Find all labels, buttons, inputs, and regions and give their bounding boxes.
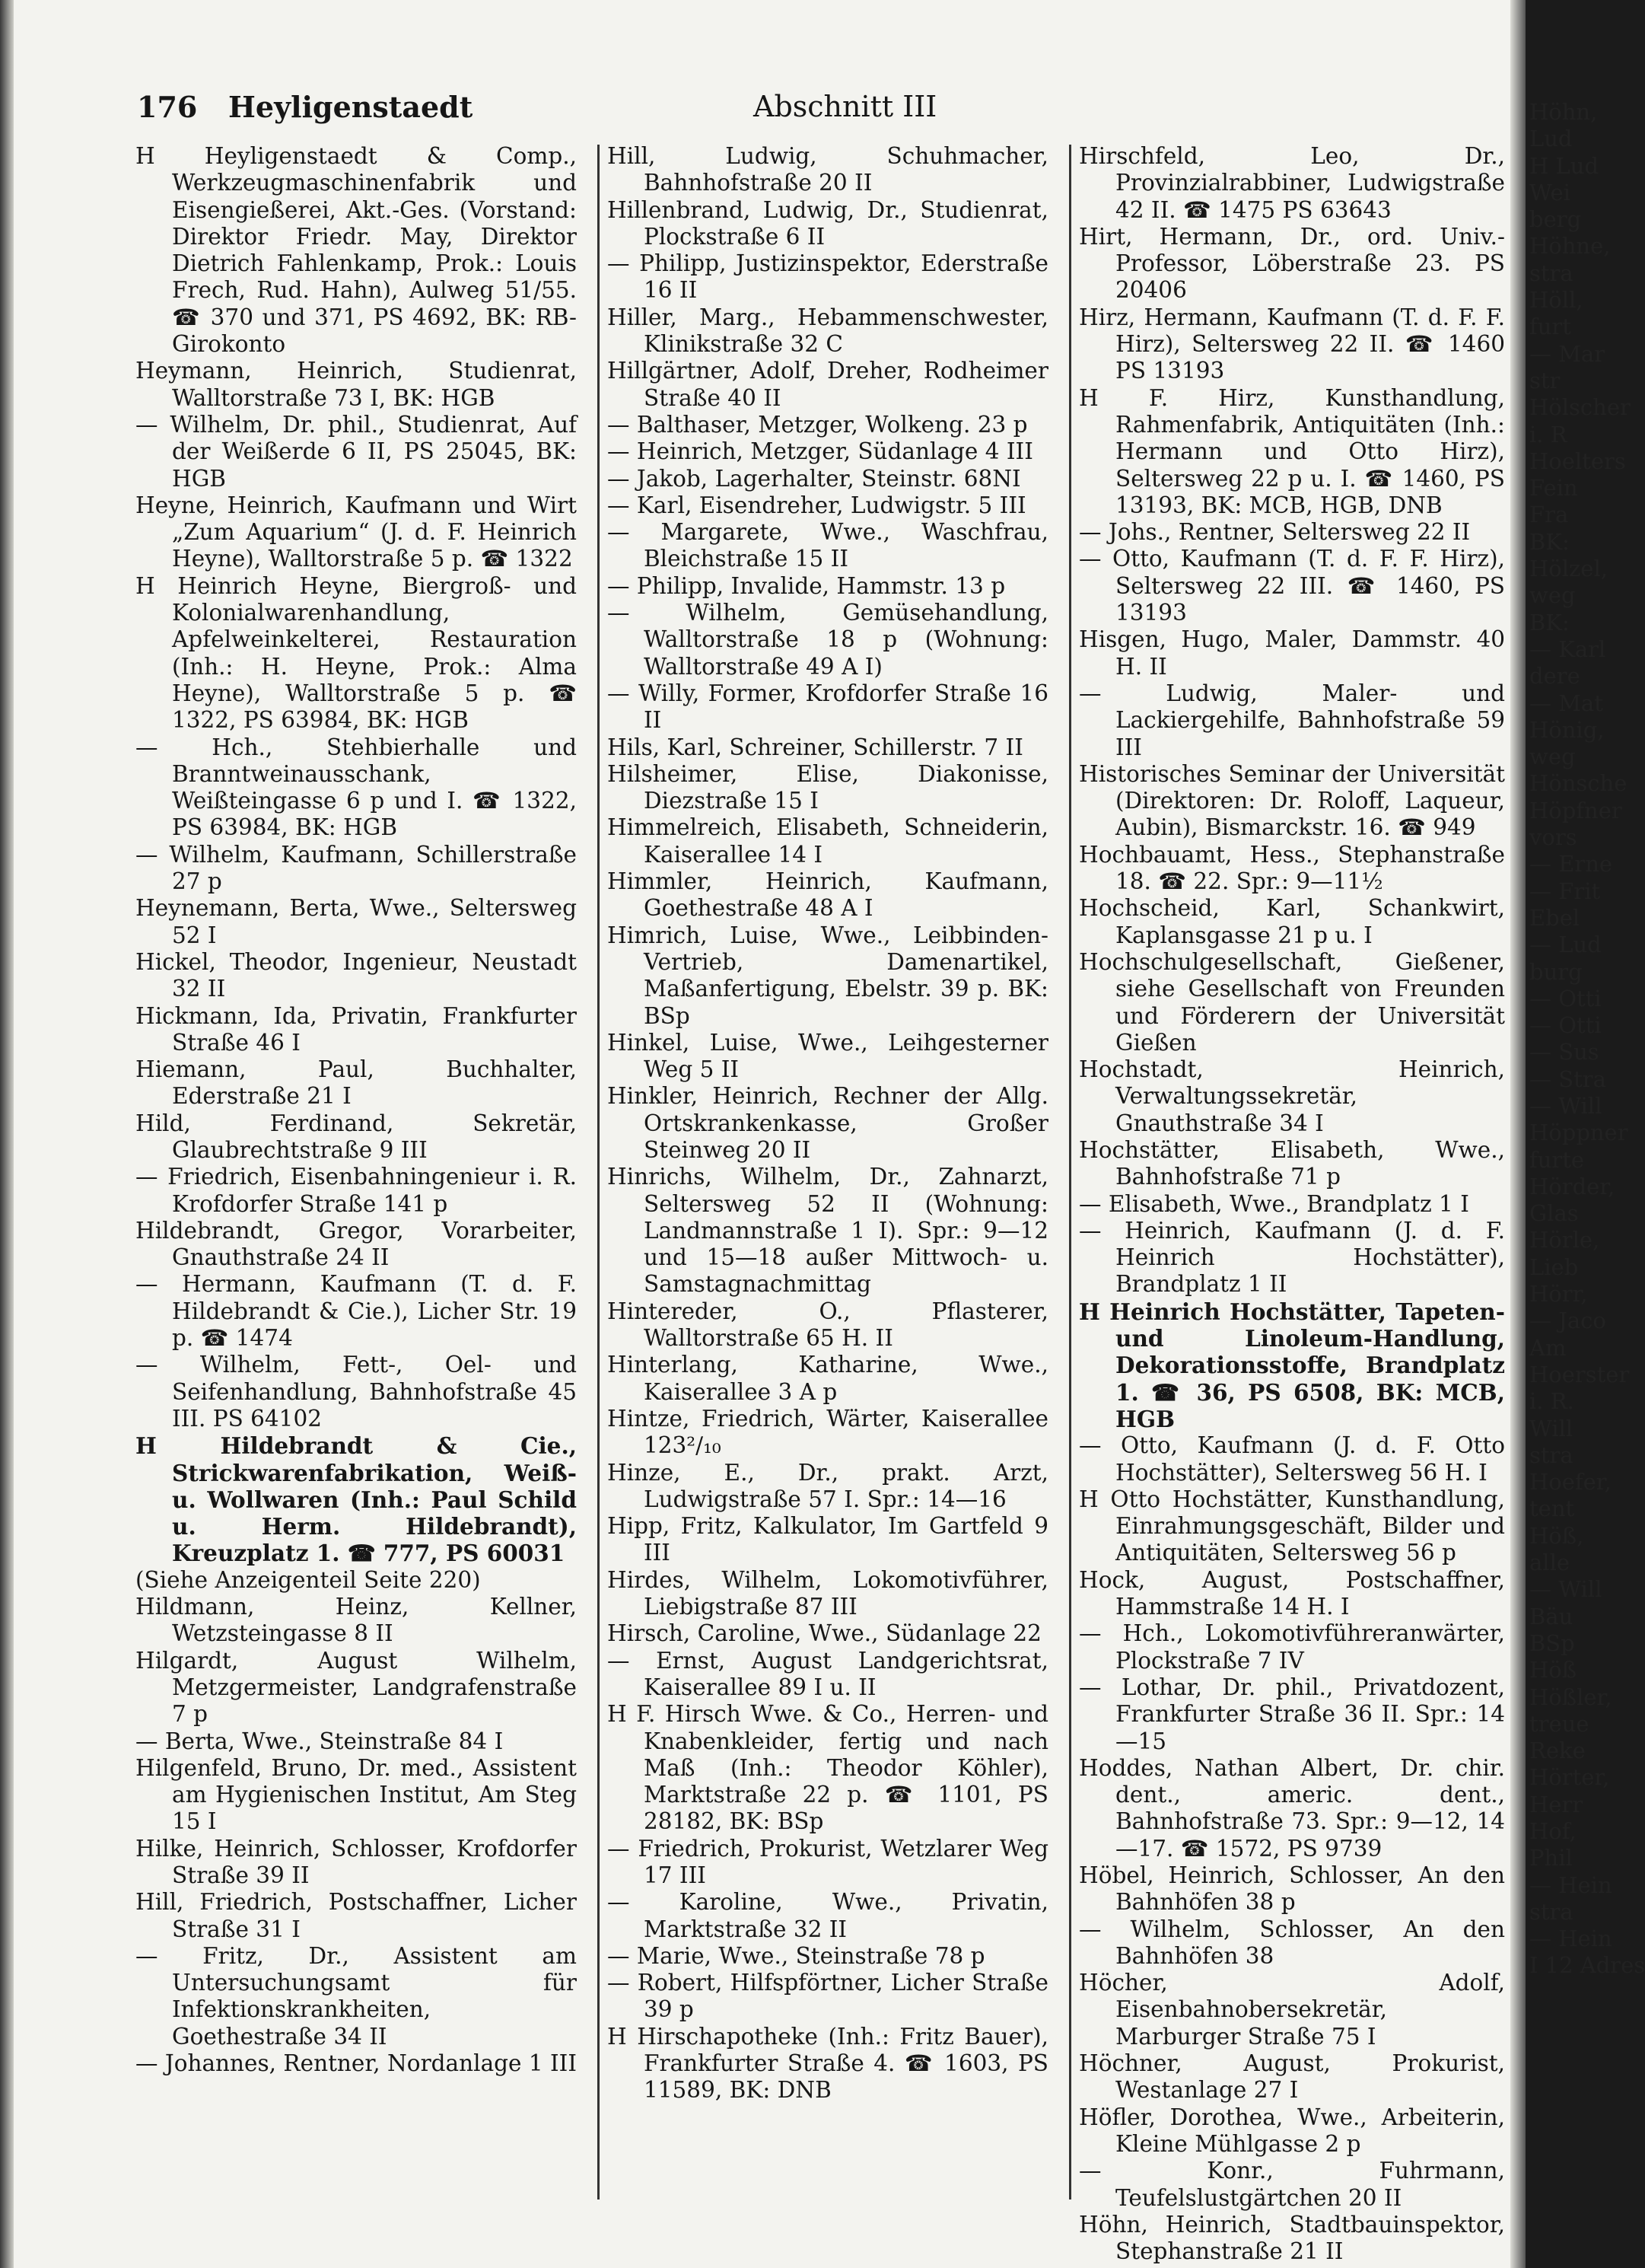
next-page-fragment: dere bbox=[1529, 663, 1580, 690]
next-page-fragment: Höppner bbox=[1529, 1120, 1628, 1146]
directory-entry: — Ernst, August Landgerichtsrat, Kaiserallee 89 I u. II bbox=[607, 1647, 1048, 1700]
section-title: Abschnitt III bbox=[753, 90, 937, 123]
directory-entry: — Karl, Eisendreher, Ludwigstr. 5 III bbox=[607, 492, 1026, 518]
directory-entry: Hock, August, Postschaffner, Hammstraße 14 H. I bbox=[1079, 1566, 1505, 1620]
directory-entry: Hirdes, Wilhelm, Lokomotivführer, Liebigstraße 87 III bbox=[607, 1566, 1048, 1620]
directory-entry: — Wilhelm, Kaufmann, Schillerstraße 27 p bbox=[135, 841, 577, 895]
directory-entry: Hilgenfeld, Bruno, Dr. med., Assistent am Hygienischen Institut, Am Steg 15 I bbox=[135, 1754, 577, 1835]
directory-entry: Hirz, Hermann, Kaufmann (T. d. F. F. Hirz), Seltersweg 22 II. ☎ 1460 PS 13193 bbox=[1079, 304, 1505, 384]
directory-entry: H Otto Hochstätter, Kunsthandlung, Einrahmungsgeschäft, Bilder und Antiquitäten, Seltersweg 56 p bbox=[1079, 1486, 1505, 1566]
next-page-fragment: tent bbox=[1529, 1496, 1575, 1522]
next-page-fragment: Lud bbox=[1529, 126, 1573, 152]
next-page-fragment: Hölscher bbox=[1529, 394, 1631, 421]
next-page-fragment: stra bbox=[1529, 1898, 1573, 1925]
directory-entry: Hinterlang, Katharine, Wwe., Kaiserallee 3 A p bbox=[607, 1352, 1048, 1405]
directory-entry: — Wilhelm, Schlosser, An den Bahnhöfen 38 bbox=[1079, 1916, 1505, 1969]
directory-entry: H Heinrich Heyne, Biergroß- und Kolonialwarenhandlung, Apfelweinkelterei, Restauration (Inh.: H. Heyne, Prok.: Alma Heyne), Walltorstraße 5 p. ☎ 1322, PS 63984, BK: HGB bbox=[135, 572, 577, 734]
directory-entry: Hill, Friedrich, Postschaffner, Licher Straße 31 I bbox=[135, 1889, 577, 1942]
directory-entry: Hinze, E., Dr., prakt. Arzt, Ludwigstraße 57 I. Spr.: 14—16 bbox=[607, 1459, 1048, 1512]
next-page-fragment: Hölzel, bbox=[1529, 556, 1608, 582]
directory-entry: Hinrichs, Wilhelm, Dr., Zahnarzt, Seltersweg 52 II (Wohnung: Landmannstraße 1 I). Spr.: 9—12 und 15—18 außer Mittwoch- u. Samstagnachmittag bbox=[607, 1164, 1048, 1298]
next-page-fragment: Fein bbox=[1529, 475, 1578, 502]
next-page-fragment: Reke bbox=[1529, 1738, 1586, 1764]
running-header bbox=[137, 90, 1507, 135]
next-page-fragment: H Lud bbox=[1529, 152, 1599, 179]
next-page-fragment: Höhn, bbox=[1529, 99, 1598, 125]
directory-entry: — Hch., Stehbierhalle und Branntweinausschank, Weißteingasse 6 p und I. ☎ 1322, PS 63984, BK: HGB bbox=[135, 734, 577, 841]
next-page-fragment: I 12 Adres bbox=[1529, 1952, 1645, 1979]
directory-entry: — Robert, Hilfspförtner, Licher Straße 39 p bbox=[607, 1970, 1048, 2023]
directory-entry: Heyne, Heinrich, Kaufmann und Wirt „Zum Aquarium“ (J. d. F. Heinrich Heyne), Walltorstraße 5 p. ☎ 1322 bbox=[135, 492, 577, 572]
next-page-fragment: Fra bbox=[1529, 502, 1569, 528]
directory-entry: Hillgärtner, Adolf, Dreher, Rodheimer Straße 40 II bbox=[607, 358, 1048, 411]
directory-entry: Hisgen, Hugo, Maler, Dammstr. 40 H. II bbox=[1079, 626, 1505, 680]
next-page-fragment: — Jaco bbox=[1529, 1308, 1606, 1334]
directory-entry: Himmler, Heinrich, Kaufmann, Goethestraße 48 A I bbox=[607, 868, 1048, 922]
next-page-fragment: Will bbox=[1529, 1415, 1573, 1441]
directory-entry: H Heyligenstaedt & Comp., Werkzeugmaschinenfabrik und Eisengießerei, Akt.-Ges. (Vorstand: Direktor Friedr. May, Direktor Dietrich Fahlenkamp, Prok.: Louis Frech, Rud. Hahn), Aulweg 51/55. ☎ 370 und 371, PS 4692, BK: RB-Girokonto bbox=[135, 143, 577, 358]
directory-entry: — Ludwig, Maler- und Lackiergehilfe, Bahnhofstraße 59 III bbox=[1079, 680, 1505, 760]
directory-entry: — Heinrich, Kaufmann (J. d. F. Heinrich Hochstätter), Brandplatz 1 II bbox=[1079, 1217, 1505, 1298]
directory-entry: — Willy, Former, Krofdorfer Straße 16 II bbox=[607, 680, 1048, 734]
directory-entry: Hilke, Heinrich, Schlosser, Krofdorfer Straße 39 II bbox=[135, 1835, 577, 1888]
directory-entry: H F. Hirsch Wwe. & Co., Herren- und Knabenkleider, fertig und nach Maß (Inh.: Theodor Köhler), Marktstraße 22 p. ☎ 1101, PS 28182, BK: BSp bbox=[607, 1701, 1048, 1835]
next-page-fragment: Hoerster bbox=[1529, 1361, 1630, 1387]
directory-entry: — Hch., Lokomotivführeranwärter, Plockstraße 7 IV bbox=[1079, 1620, 1505, 1674]
directory-entry: Hipp, Fritz, Kalkulator, Im Gartfeld 9 III bbox=[607, 1513, 1048, 1566]
directory-entry: Heynemann, Berta, Wwe., Seltersweg 52 I bbox=[135, 895, 577, 948]
next-page-fragment: — Mat bbox=[1529, 690, 1603, 716]
next-page-fragment: Hörle, bbox=[1529, 1227, 1600, 1253]
directory-entry: H Hirschapotheke (Inh.: Fritz Bauer), Frankfurter Straße 4. ☎ 1603, PS 11589, BK: DNB bbox=[607, 2023, 1048, 2104]
directory-entry: H Heinrich Hochstätter, Tapeten- und Linoleum-Handlung, Dekorationsstoffe, Brandplatz 1. ☎ 36, PS 6508, BK: MCB, HGB bbox=[1079, 1298, 1505, 1432]
next-page-fragment: Phil bbox=[1529, 1845, 1573, 1871]
running-name: Heyligenstaedt bbox=[228, 90, 473, 124]
next-page-fragment: — Will bbox=[1529, 1092, 1602, 1119]
next-page-fragment: Höhne, bbox=[1529, 233, 1611, 260]
next-page-fragment: — Stra bbox=[1529, 1066, 1606, 1092]
directory-entry: Hickmann, Ida, Privatin, Frankfurter Straße 46 I bbox=[135, 1002, 577, 1056]
next-page-fragment: treue bbox=[1529, 1710, 1589, 1737]
next-page-fragment: alle bbox=[1529, 1550, 1570, 1576]
next-page-fragment: Herr bbox=[1529, 1791, 1583, 1817]
next-page-fragment: — Karl bbox=[1529, 635, 1606, 662]
next-page-fragment: — Hein bbox=[1529, 1871, 1612, 1898]
directory-entry: Höbel, Heinrich, Schlosser, An den Bahnhöfen 38 p bbox=[1079, 1862, 1505, 1916]
directory-entry: Hild, Ferdinand, Sekretär, Glaubrechtstraße 9 III bbox=[135, 1110, 577, 1163]
next-page-fragment: — Lud bbox=[1529, 932, 1602, 958]
next-page-fragment: Ebel bbox=[1529, 904, 1580, 931]
next-page-fragment: BK: bbox=[1529, 609, 1570, 635]
directory-entry: — Hermann, Kaufmann (T. d. F. Hildebrandt & Cie.), Licher Str. 19 p. ☎ 1474 bbox=[135, 1271, 577, 1352]
directory-entry: Hickel, Theodor, Ingenieur, Neustadt 32 II bbox=[135, 948, 577, 1002]
directory-entry: Hirschfeld, Leo, Dr., Provinzialrabbiner, Ludwigstraße 42 II. ☎ 1475 PS 63643 bbox=[1079, 143, 1505, 223]
directory-entry: Himmelreich, Elisabeth, Schneiderin, Kaiserallee 14 I bbox=[607, 814, 1048, 868]
next-page-fragment: — Frit bbox=[1529, 878, 1601, 904]
next-page-fragment: furte bbox=[1529, 1146, 1585, 1173]
next-page-fragment: Glas bbox=[1529, 1200, 1579, 1227]
next-page-fragment: — Sus bbox=[1529, 1039, 1599, 1066]
directory-entry: Historisches Seminar der Universität (Direktoren: Dr. Roloff, Laqueur, Aubin), Bismarckstr. 16. ☎ 949 bbox=[1079, 760, 1505, 841]
page-edge-shadow bbox=[1510, 0, 1526, 2268]
directory-entry: Hochscheid, Karl, Schankwirt, Kaplansgasse 21 p u. I bbox=[1079, 895, 1505, 948]
directory-entry: Höhn, Heinrich, Stadtbauinspektor, Stephanstraße 21 II bbox=[1079, 2211, 1505, 2265]
directory-entry: — Balthaser, Metzger, Wolkeng. 23 p bbox=[607, 411, 1028, 438]
directory-entry: Hillenbrand, Ludwig, Dr., Studienrat, Plockstraße 6 II bbox=[607, 196, 1048, 250]
directory-entry: — Friedrich, Eisenbahningenieur i. R. Krofdorfer Straße 141 p bbox=[135, 1164, 577, 1217]
column-divider bbox=[597, 145, 600, 2200]
column-2 bbox=[607, 143, 1048, 2104]
directory-entry: — Karoline, Wwe., Privatin, Marktstraße 32 II bbox=[607, 1889, 1048, 1942]
next-page-fragment: weg bbox=[1529, 744, 1576, 770]
directory-entry: — Lothar, Dr. phil., Privatdozent, Frankfurter Straße 36 II. Spr.: 14—15 bbox=[1079, 1674, 1505, 1754]
directory-entry: — Wilhelm, Gemüsehandlung, Walltorstraße 18 p (Wohnung: Walltorstraße 49 A I) bbox=[607, 600, 1048, 680]
next-page-fragment: weg bbox=[1529, 582, 1576, 609]
directory-entry: H F. Hirz, Kunsthandlung, Rahmenfabrik, Antiquitäten (Inh.: Hermann und Otto Hirz), Seltersweg 22 p u. I. ☎ 1460, PS 13193, BK: MCB, HGB, DNB bbox=[1079, 384, 1505, 518]
next-page-fragment: stra bbox=[1529, 260, 1573, 286]
directory-entry: — Otto, Kaufmann (J. d. F. Otto Hochstätter), Seltersweg 56 H. I bbox=[1079, 1432, 1505, 1486]
directory-entry: Hochstätter, Elisabeth, Wwe., Bahnhofstraße 71 p bbox=[1079, 1136, 1505, 1190]
next-page-fragment: BSp bbox=[1529, 1629, 1575, 1656]
next-page-fragment: — Hein bbox=[1529, 1926, 1612, 1952]
directory-entry: — Konr., Fuhrmann, Teufelslustgärtchen 20 II bbox=[1079, 2158, 1505, 2211]
directory-entry: Hirsch, Caroline, Wwe., Südanlage 22 bbox=[607, 1620, 1042, 1647]
directory-entry: Hiemann, Paul, Buchhalter, Ederstraße 21 I bbox=[135, 1056, 577, 1110]
directory-entry: — Johs., Rentner, Seltersweg 22 II bbox=[1079, 519, 1471, 546]
next-page-fragment: Hößler, bbox=[1529, 1683, 1612, 1710]
directory-entry: Hilsheimer, Elise, Diakonisse, Diezstraße 15 I bbox=[607, 760, 1048, 814]
next-page-fragment: Höß, bbox=[1529, 1522, 1584, 1549]
directory-entry: Hochstadt, Heinrich, Verwaltungssekretär, Gnauthstraße 34 I bbox=[1079, 1056, 1505, 1136]
directory-entry: Hildebrandt, Gregor, Vorarbeiter, Gnauthstraße 24 II bbox=[135, 1217, 577, 1271]
directory-entry: (Siehe Anzeigenteil Seite 220) bbox=[135, 1566, 481, 1593]
next-page-fragment: Bäu bbox=[1529, 1603, 1573, 1629]
directory-entry: Höcher, Adolf, Eisenbahnobersekretär, Marburger Straße 75 I bbox=[1079, 1970, 1505, 2050]
next-page-fragment: Hoefer, bbox=[1529, 1469, 1612, 1496]
next-page-fragment: Hörter, bbox=[1529, 1764, 1610, 1791]
next-page-fragment: stra bbox=[1529, 1441, 1573, 1468]
next-page-fragment: burg bbox=[1529, 958, 1583, 985]
next-page-fragment: i. R bbox=[1529, 421, 1567, 448]
directory-entry: H Hildebrandt & Cie., Strickwarenfabrikation, Weiß- u. Wollwaren (Inh.: Paul Schild u. Herm. Hildebrandt), Kreuzplatz 1. ☎ 777, PS 60031 bbox=[135, 1432, 577, 1567]
directory-entry: Höchner, August, Prokurist, Westanlage 27 I bbox=[1079, 2050, 1505, 2104]
directory-entry: Hill, Ludwig, Schuhmacher, Bahnhofstraße 20 II bbox=[607, 143, 1048, 196]
directory-entry: Hochschulgesellschaft, Gießener, siehe Gesellschaft von Freunden und Förderern der Universität Gießen bbox=[1079, 948, 1505, 1056]
next-page-fragment: Hörr, bbox=[1529, 1281, 1588, 1308]
directory-entry: — Philipp, Invalide, Hammstr. 13 p bbox=[607, 572, 1006, 599]
next-page-fragment: Hönig, bbox=[1529, 716, 1605, 743]
directory-entry: — Jakob, Lagerhalter, Steinstr. 68NI bbox=[607, 465, 1021, 492]
page-number: 176 bbox=[137, 90, 198, 124]
next-page-fragment: — Otti bbox=[1529, 1012, 1602, 1039]
directory-entry: — Margarete, Wwe., Waschfrau, Bleichstraße 15 II bbox=[607, 519, 1048, 572]
book-gutter-shadow bbox=[0, 0, 14, 2268]
directory-entry: — Otto, Kaufmann (T. d. F. F. Hirz), Seltersweg 22 III. ☎ 1460, PS 13193 bbox=[1079, 546, 1505, 626]
next-page-fragment: Höß bbox=[1529, 1657, 1577, 1683]
directory-entry: Hiller, Marg., Hebammenschwester, Klinikstraße 32 C bbox=[607, 304, 1048, 358]
next-page-fragment: Höpfner bbox=[1529, 797, 1622, 823]
directory-entry: — Marie, Wwe., Steinstraße 78 p bbox=[607, 1942, 985, 1969]
directory-entry: Himrich, Luise, Wwe., Leibbinden-Vertrieb, Damenartikel, Maßanfertigung, Ebelstr. 39 p. BK: BSp bbox=[607, 922, 1048, 1029]
column-1 bbox=[135, 143, 577, 2077]
directory-entry: Hochbauamt, Hess., Stephanstraße 18. ☎ 22. Spr.: 9—11½ bbox=[1079, 841, 1505, 895]
directory-entry: Hilgardt, August Wilhelm, Metzgermeister, Landgrafenstraße 7 p bbox=[135, 1647, 577, 1728]
directory-entry: — Philipp, Justizinspektor, Ederstraße 16 II bbox=[607, 250, 1048, 304]
directory-entry: Hirt, Hermann, Dr., ord. Univ.-Professor, Löberstraße 23. PS 20406 bbox=[1079, 223, 1505, 304]
next-page-fragment: str bbox=[1529, 367, 1561, 393]
directory-entry: Hoddes, Nathan Albert, Dr. chir. dent., americ. dent., Bahnhofstraße 73. Spr.: 9—12, 14—17. ☎ 1572, PS 9739 bbox=[1079, 1754, 1505, 1862]
next-page-fragment: — Erne bbox=[1529, 851, 1613, 878]
next-page-fragment: Hönsche bbox=[1529, 770, 1628, 797]
next-page-fragment: vors bbox=[1529, 824, 1577, 851]
next-page-fragment: Hörder, bbox=[1529, 1173, 1615, 1199]
next-page-fragment: Hof, bbox=[1529, 1818, 1577, 1844]
column-3 bbox=[1079, 143, 1505, 2265]
directory-entry: Hintze, Friedrich, Wärter, Kaiserallee 123²/₁₀ bbox=[607, 1405, 1048, 1459]
directory-entry: Hinkel, Luise, Wwe., Leihgesterner Weg 5 II bbox=[607, 1029, 1048, 1083]
next-page-fragment: — Otti bbox=[1529, 985, 1602, 1011]
directory-entry: — Wilhelm, Dr. phil., Studienrat, Auf der Weißerde 6 II, PS 25045, BK: HGB bbox=[135, 411, 577, 492]
directory-entry: — Wilhelm, Fett-, Oel- und Seifenhandlung, Bahnhofstraße 45 III. PS 64102 bbox=[135, 1352, 577, 1432]
directory-entry: Hinkler, Heinrich, Rechner der Allg. Ortskrankenkasse, Großer Steinweg 20 II bbox=[607, 1083, 1048, 1163]
next-page-fragment: Wei bbox=[1529, 179, 1570, 205]
directory-entry: — Elisabeth, Wwe., Brandplatz 1 I bbox=[1079, 1190, 1469, 1217]
next-page-fragment: i. R. bbox=[1529, 1388, 1574, 1415]
next-page-fragment: berg bbox=[1529, 206, 1582, 233]
directory-entry: — Berta, Wwe., Steinstraße 84 I bbox=[135, 1728, 504, 1754]
directory-entry: — Heinrich, Metzger, Südanlage 4 III bbox=[607, 438, 1033, 465]
next-page-fragment: — Will bbox=[1529, 1576, 1602, 1603]
next-page-fragment: furt bbox=[1529, 314, 1571, 340]
next-page-fragment: BK: bbox=[1529, 528, 1570, 555]
column-divider bbox=[1069, 145, 1071, 2200]
directory-entry: Heymann, Heinrich, Studienrat, Walltorstraße 73 I, BK: HGB bbox=[135, 358, 577, 411]
next-page-fragment: Hoelters bbox=[1529, 448, 1626, 474]
directory-entry: Höfler, Dorothea, Wwe., Arbeiterin, Kleine Mühlgasse 2 p bbox=[1079, 2104, 1505, 2157]
directory-entry: Hils, Karl, Schreiner, Schillerstr. 7 II bbox=[607, 734, 1023, 760]
directory-entry: — Friedrich, Prokurist, Wetzlarer Weg 17 III bbox=[607, 1835, 1048, 1888]
directory-entry: Hintereder, O., Pflasterer, Walltorstraße 65 H. II bbox=[607, 1298, 1048, 1352]
directory-entry: — Fritz, Dr., Assistent am Untersuchungsamt für Infektionskrankheiten, Goethestraße 34 II bbox=[135, 1942, 577, 2050]
directory-entry: — Johannes, Rentner, Nordanlage 1 III bbox=[135, 2050, 577, 2077]
directory-entry: Hildmann, Heinz, Kellner, Wetzsteingasse 8 II bbox=[135, 1594, 577, 1647]
next-page-fragment: Am bbox=[1529, 1334, 1567, 1361]
next-page-edge bbox=[1529, 99, 1645, 1980]
next-page-fragment: — Mar bbox=[1529, 340, 1605, 367]
next-page-fragment: Höll, bbox=[1529, 287, 1583, 314]
next-page-fragment: Lieb bbox=[1529, 1253, 1579, 1280]
